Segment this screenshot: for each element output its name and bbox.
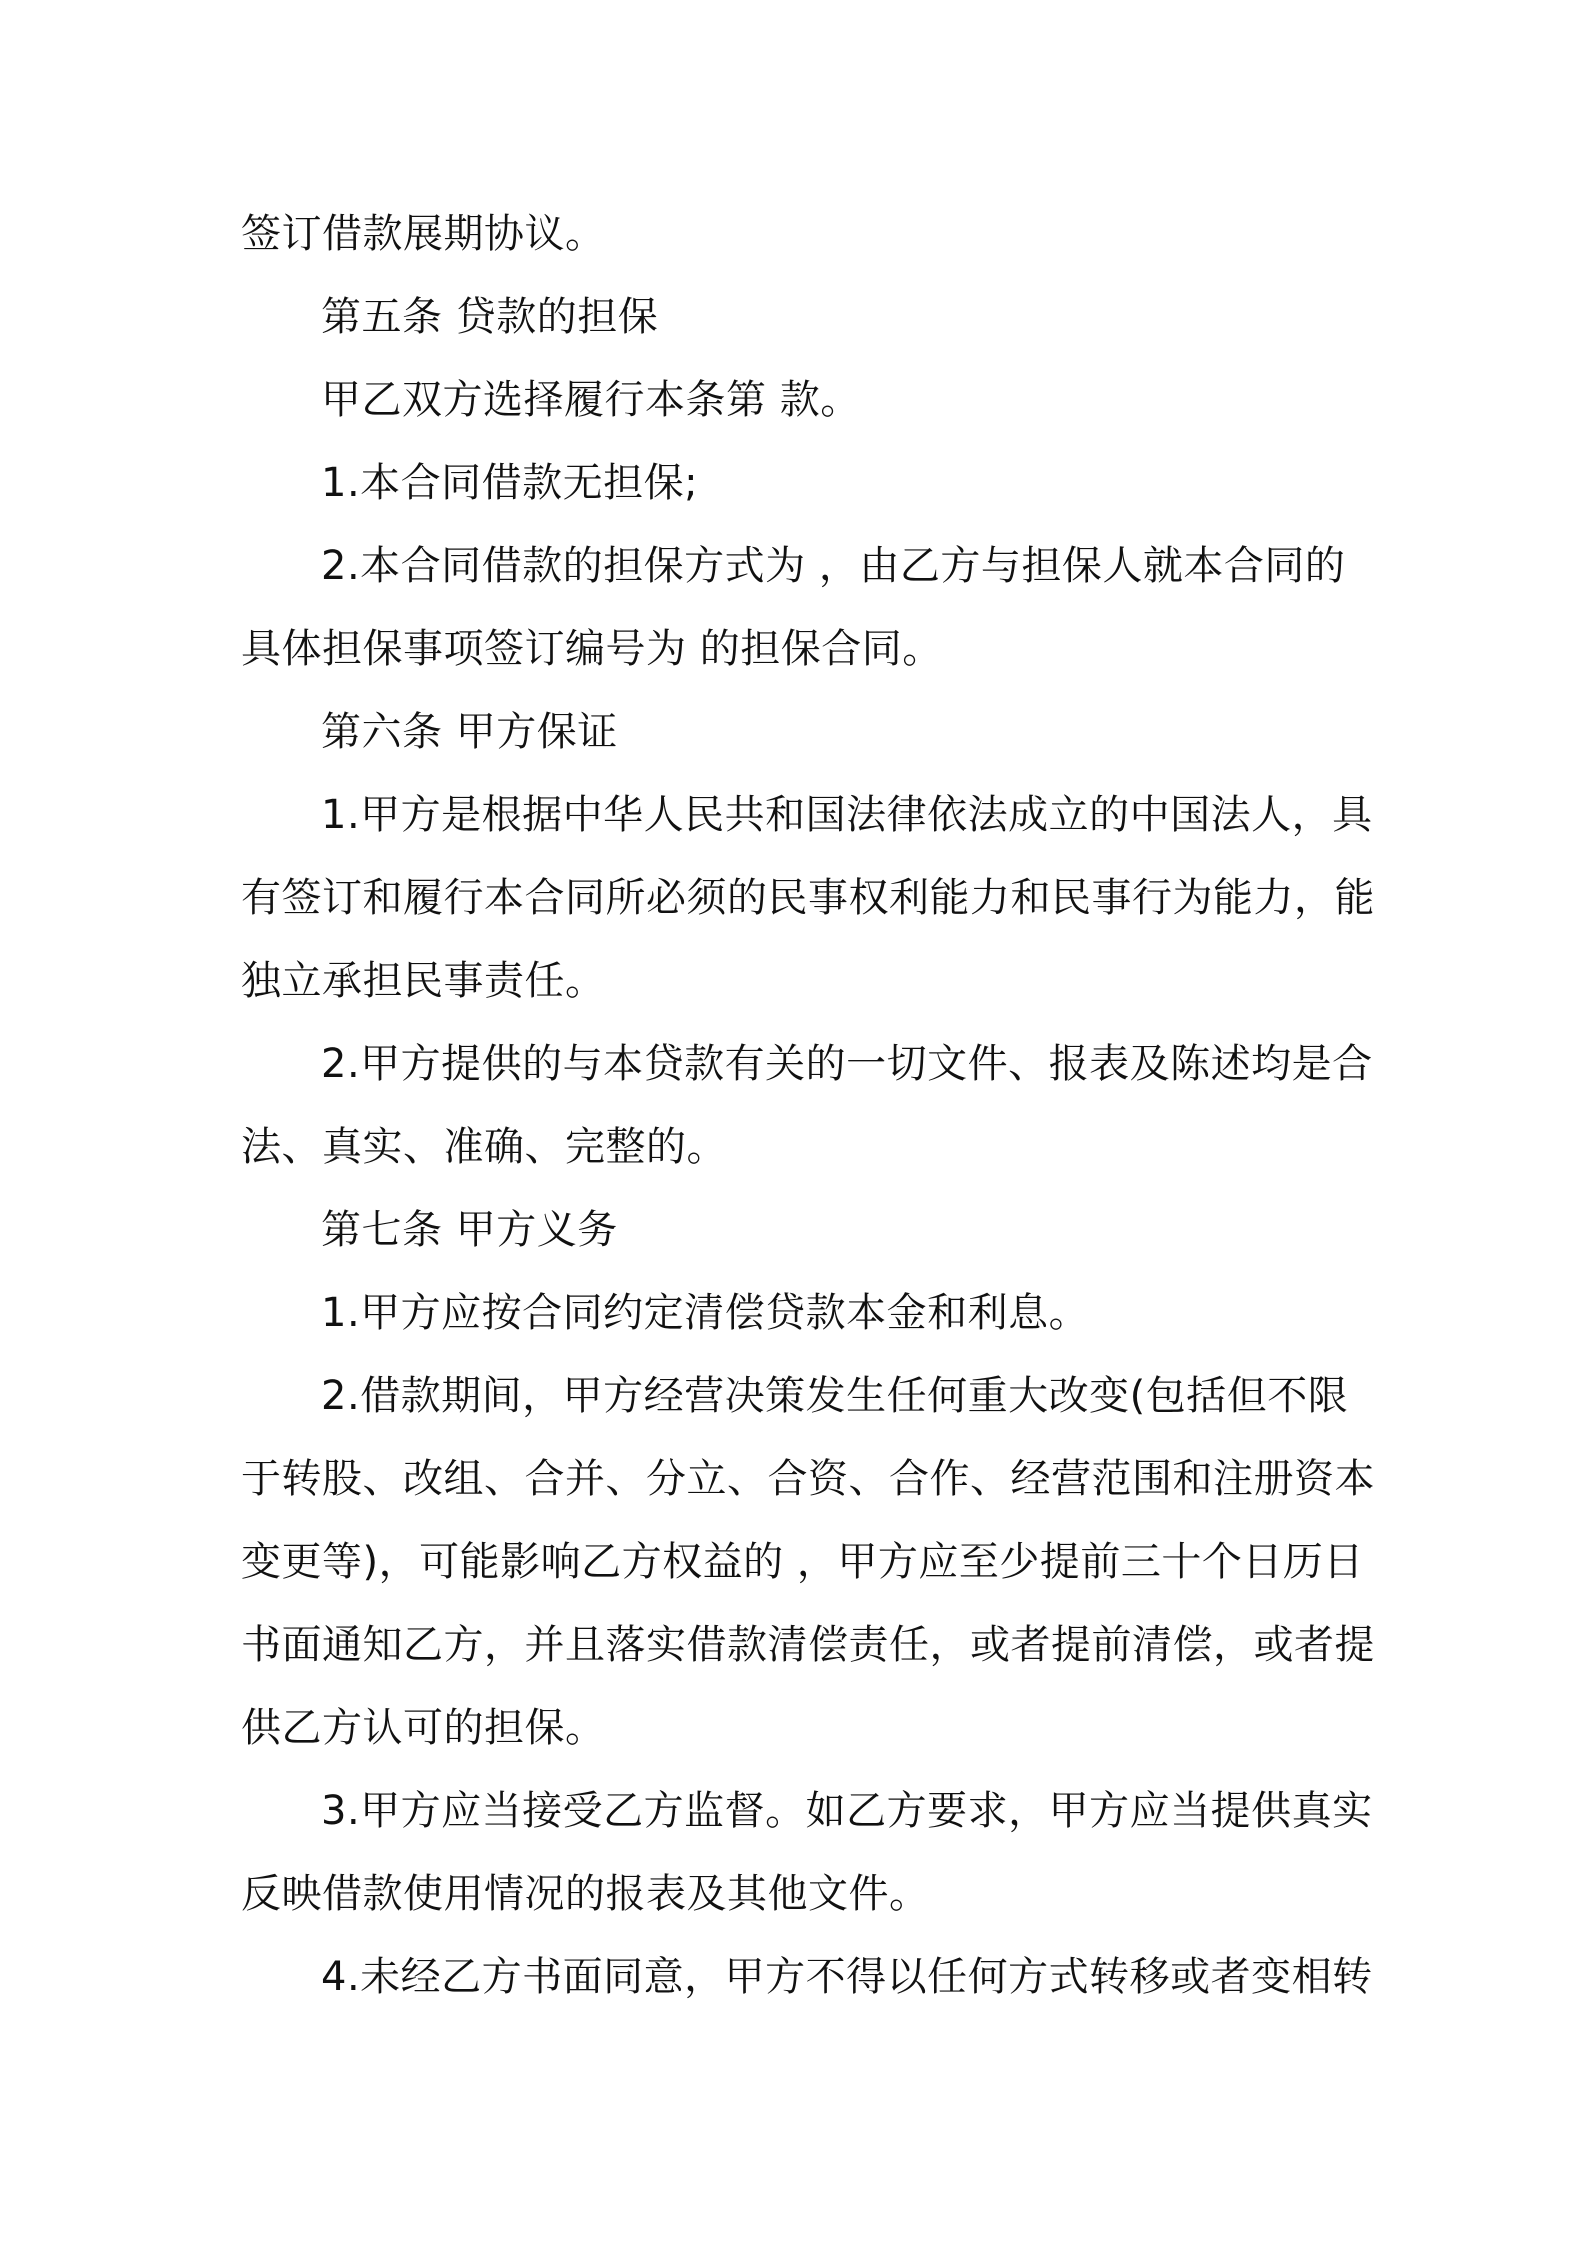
text-line: 2.甲方提供的与本贷款有关的一切文件、报表及陈述均是合: [321, 1041, 1373, 1087]
section-heading-article-7: 第七条 甲方义务: [321, 1207, 618, 1253]
text-line: 1.甲方是根据中华人民共和国法律依法成立的中国法人，具: [321, 792, 1373, 838]
text-line: 变更等)，可能影响乙方权益的 ，甲方应至少提前三十个日历日: [241, 1539, 1364, 1585]
text-line: 供乙方认可的担保。: [241, 1705, 606, 1751]
text-line: 于转股、改组、合并、分立、合资、合作、经营范围和注册资本: [241, 1456, 1375, 1502]
text-line: 2.借款期间，甲方经营决策发生任何重大改变(包括但不限: [321, 1373, 1349, 1419]
text-line: 独立承担民事责任。: [241, 958, 606, 1004]
text-line: 法、真实、准确、完整的。: [241, 1124, 727, 1170]
text-line: 书面通知乙方，并且落实借款清偿责任，或者提前清偿，或者提: [241, 1622, 1375, 1668]
contract-text: [241, 193, 1375, 2019]
text-line: 3.甲方应当接受乙方监督。如乙方要求，甲方应当提供真实: [321, 1788, 1373, 1834]
text-line: 反映借款使用情况的报表及其他文件。: [241, 1871, 930, 1917]
text-line: 甲乙双方选择履行本条第 款。: [321, 377, 861, 423]
text-line: 有签订和履行本合同所必须的民事权利能力和民事行为能力，能: [241, 875, 1375, 921]
text-line: 1.甲方应按合同约定清偿贷款本金和利息。: [321, 1290, 1090, 1336]
text-line: 具体担保事项签订编号为 的担保合同。: [241, 626, 943, 672]
section-heading-article-5: 第五条 贷款的担保: [321, 294, 659, 340]
text-line: 1.本合同借款无担保;: [321, 460, 699, 506]
text-line: 签订借款展期协议。: [241, 211, 606, 257]
text-line: 2.本合同借款的担保方式为 ，由乙方与担保人就本合同的: [321, 543, 1346, 589]
text-line: 4.未经乙方书面同意，甲方不得以任何方式转移或者变相转: [321, 1954, 1373, 2000]
section-heading-article-6: 第六条 甲方保证: [321, 709, 618, 755]
